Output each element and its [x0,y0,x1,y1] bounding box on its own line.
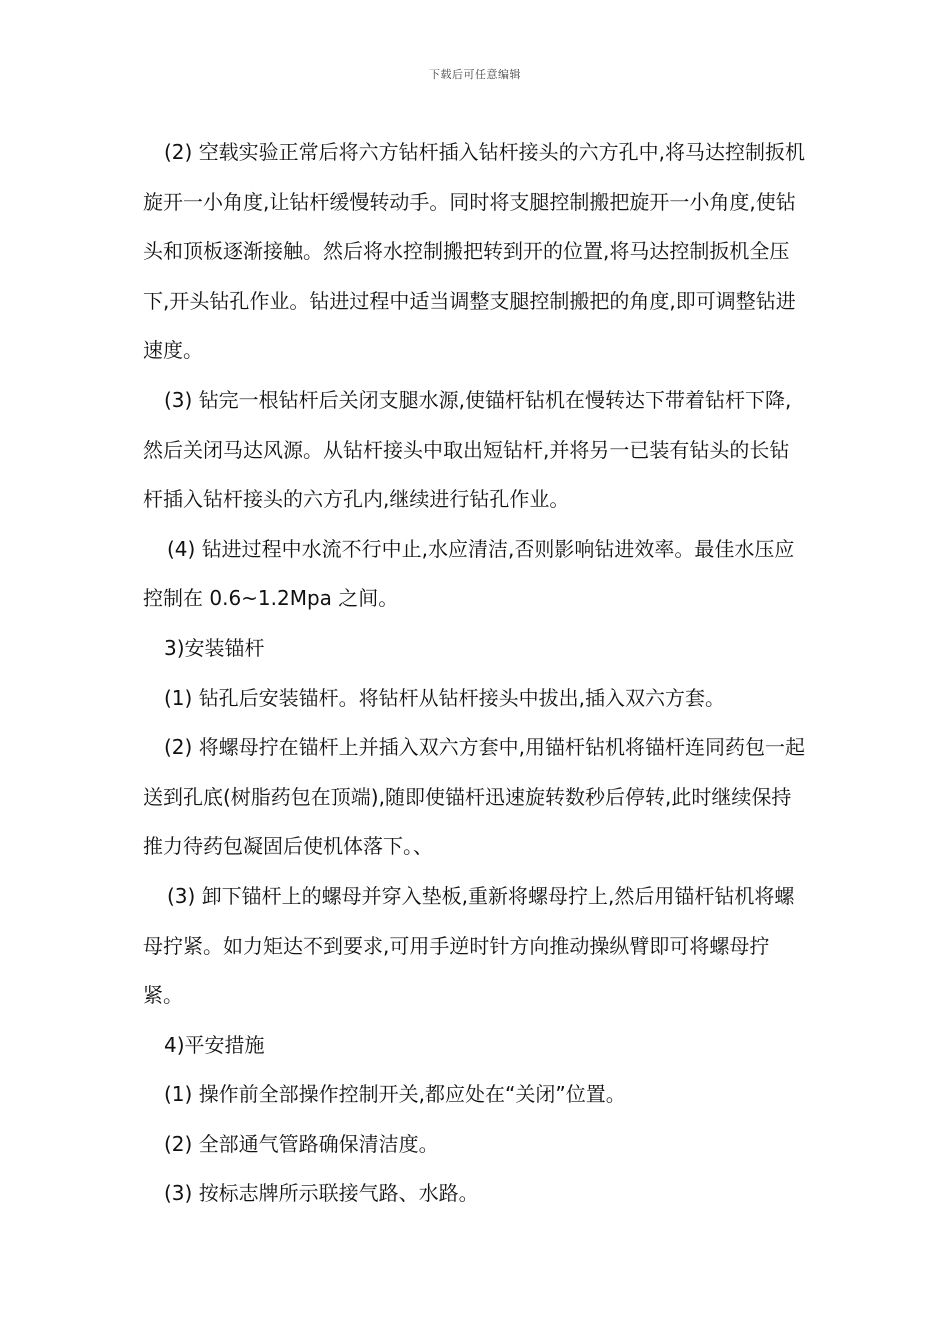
paragraph-step-3-drilling: (3) 钻完一根钻杆后关闭支腿水源,使锚杆钻机在慢转达下带着钻杆下降,然后关闭马达风源。从钻杆接头中取出短钻杆,并将另一已装有钻头的长钻杆插入钻杆接头的六方孔内,继续进行钻孔作业。 [143,387,792,512]
page-header: 下载后可任意编辑 [429,68,521,81]
section-heading-install-anchor: 3)安装锚杆 [164,635,265,660]
paragraph-safety-step-2: (2) 全部通气管路确保清洁度。 [164,1131,439,1156]
paragraph-safety-step-3: (3) 按标志牌所示联接气路、水路。 [164,1181,479,1206]
paragraph-safety-step-1: (1) 操作前全部操作控制开关,都应处在“关闭”位置。 [164,1082,626,1107]
paragraph-step-4-drilling: (4) 钻进过程中水流不行中止,水应清洁,否则影响钻进效率。最佳水压应控制在 0.6~1.2Mpa 之间。 [143,536,795,611]
paragraph-step-2-drilling: (2) 空载实验正常后将六方钻杆插入钻杆接头的六方孔中,将马达控制扳机旋开一小角度,让钻杆缓慢转动手。同时将支腿控制搬把旋开一小角度,使钻头和顶板逐渐接触。然后将水控制搬把转到开的位置,将马达控制扳机全压下,开头钻孔作业。钻进过程中适当调整支腿控制搬把的角度,即可调整钻进速度。 [143,140,806,363]
section-heading-safety: 4)平安措施 [164,1032,265,1057]
document-body [143,128,809,1219]
paragraph-install-step-3: (3) 卸下锚杆上的螺母并穿入垫板,重新将螺母拧上,然后用锚杆钻机将螺母拧紧。如力矩达不到要求,可用手逆时针方向推动操纵臂即可将螺母拧紧。 [143,883,795,1008]
paragraph-install-step-2: (2) 将螺母拧在锚杆上并插入双六方套中,用锚杆钻机将锚杆连同药包一起送到孔底(树脂药包在顶端),随即使锚杆迅速旋转数秒后停转,此时继续保持推力待药包凝固后使机体落下。、 [143,735,806,859]
paragraph-install-step-1: (1) 钻孔后安装锚杆。将钻杆从钻杆接头中拔出,插入双六方套。 [164,685,726,710]
